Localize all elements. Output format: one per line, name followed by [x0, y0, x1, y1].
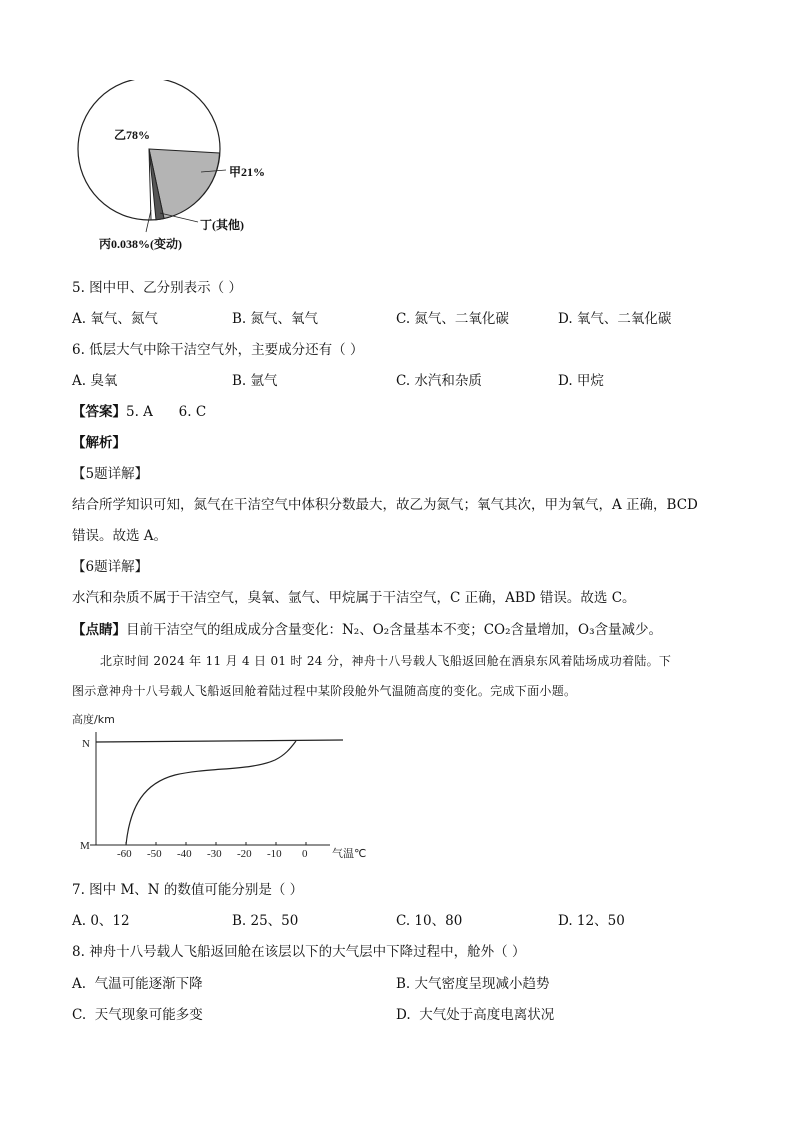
graph-xtick: 0 — [302, 848, 308, 860]
detail6-line1: 水汽和杂质不属于干洁空气，臭氧、氩气、甲烷属于干洁空气，C 正确，ABD 错误。故选 C。 — [72, 590, 636, 606]
q8-option-c: C. 天气现象可能多变 — [72, 1007, 203, 1023]
detail5-line2: 错误。故选 A。 — [72, 528, 168, 544]
q7-option-a: A. 0、12 — [72, 913, 130, 929]
graph-xlabel: 气温℃ — [332, 847, 367, 860]
q8-option-b: B. 大气密度呈现减小趋势 — [396, 976, 550, 992]
analysis-tag: 【解析】 — [72, 435, 126, 451]
comment-text: 目前干洁空气的组成成分含量变化：N₂、O₂含量基本不变；CO₂含量增加，O₃含量减少。 — [126, 622, 662, 638]
q5-stem: 5. 图中甲、乙分别表示（ ） — [72, 280, 242, 296]
graph-xtick: -40 — [177, 848, 192, 860]
pie-label-ding: 丁(其他) — [200, 218, 244, 232]
q6-stem: 6. 低层大气中除干洁空气外，主要成分还有（ ） — [72, 342, 364, 358]
q7-option-d: D. 12、50 — [558, 913, 625, 929]
q6-option-c: C. 水汽和杂质 — [396, 373, 482, 389]
q5-option-c: C. 氮气、二氧化碳 — [396, 311, 509, 327]
pie-label-jia: 甲21% — [229, 165, 266, 179]
passage-line2: 图示意神舟十八号载人飞船返回舱着陆过程中某阶段舱外气温随高度的变化。完成下面小题。 — [72, 684, 577, 698]
graph-n-line — [96, 740, 343, 742]
answer-text: 5. A 6. C — [126, 404, 207, 420]
temperature-altitude-graph — [60, 705, 380, 865]
graph-temperature-curve — [126, 741, 296, 845]
passage-line1: 北京时间 2024 年 11 月 4 日 01 时 24 分，神舟十八号载人飞船返回舱在酒泉东风着陆场成功着陆。下 — [100, 654, 672, 668]
comment-line — [72, 618, 662, 638]
graph-xtick: -60 — [117, 848, 132, 860]
q5-option-a: A. 氧气、氮气 — [72, 311, 158, 327]
graph-xtick: -10 — [267, 848, 282, 860]
graph-xtick: -50 — [147, 848, 162, 860]
pie-label-yi: 乙78% — [114, 128, 151, 142]
q6-option-b: B. 氩气 — [232, 373, 278, 389]
q7-option-c: C. 10、80 — [396, 913, 463, 929]
q8-option-d: D. 大气处于高度电离状况 — [396, 1007, 555, 1023]
graph-xtick: -30 — [207, 848, 222, 860]
q6-option-d: D. 甲烷 — [558, 373, 604, 389]
detail5-line1: 结合所学知识可知，氮气在干洁空气中体积分数最大，故乙为氮气；氧气其次，甲为氧气，A 正确，BCD — [72, 497, 698, 513]
q7-stem: 7. 图中 M、N 的数值可能分别是（ ） — [72, 882, 304, 898]
graph-ylabel: 高度/km — [72, 713, 115, 726]
graph-m-label: M — [80, 840, 90, 852]
pie-label-bing: 丙0.038%(变动) — [99, 237, 182, 251]
q6-option-a: A. 臭氧 — [72, 373, 118, 389]
comment-tag: 【点睛】 — [72, 622, 126, 638]
detail6-tag: 【6题详解】 — [72, 559, 149, 575]
q8-stem: 8. 神舟十八号载人飞船返回舱在该层以下的大气层中下降过程中，舱外（ ） — [72, 944, 526, 960]
q5-option-b: B. 氮气、氧气 — [232, 311, 319, 327]
q8-option-a: A. 气温可能逐渐下降 — [72, 976, 203, 992]
graph-n-label: N — [82, 738, 90, 750]
graph-xtick: -20 — [237, 848, 252, 860]
q7-option-b: B. 25、50 — [232, 913, 299, 929]
answer-tag: 【答案】 — [72, 404, 126, 420]
answer-line — [72, 400, 206, 420]
detail5-tag: 【5题详解】 — [72, 466, 149, 482]
q5-option-d: D. 氧气、二氧化碳 — [558, 311, 672, 327]
